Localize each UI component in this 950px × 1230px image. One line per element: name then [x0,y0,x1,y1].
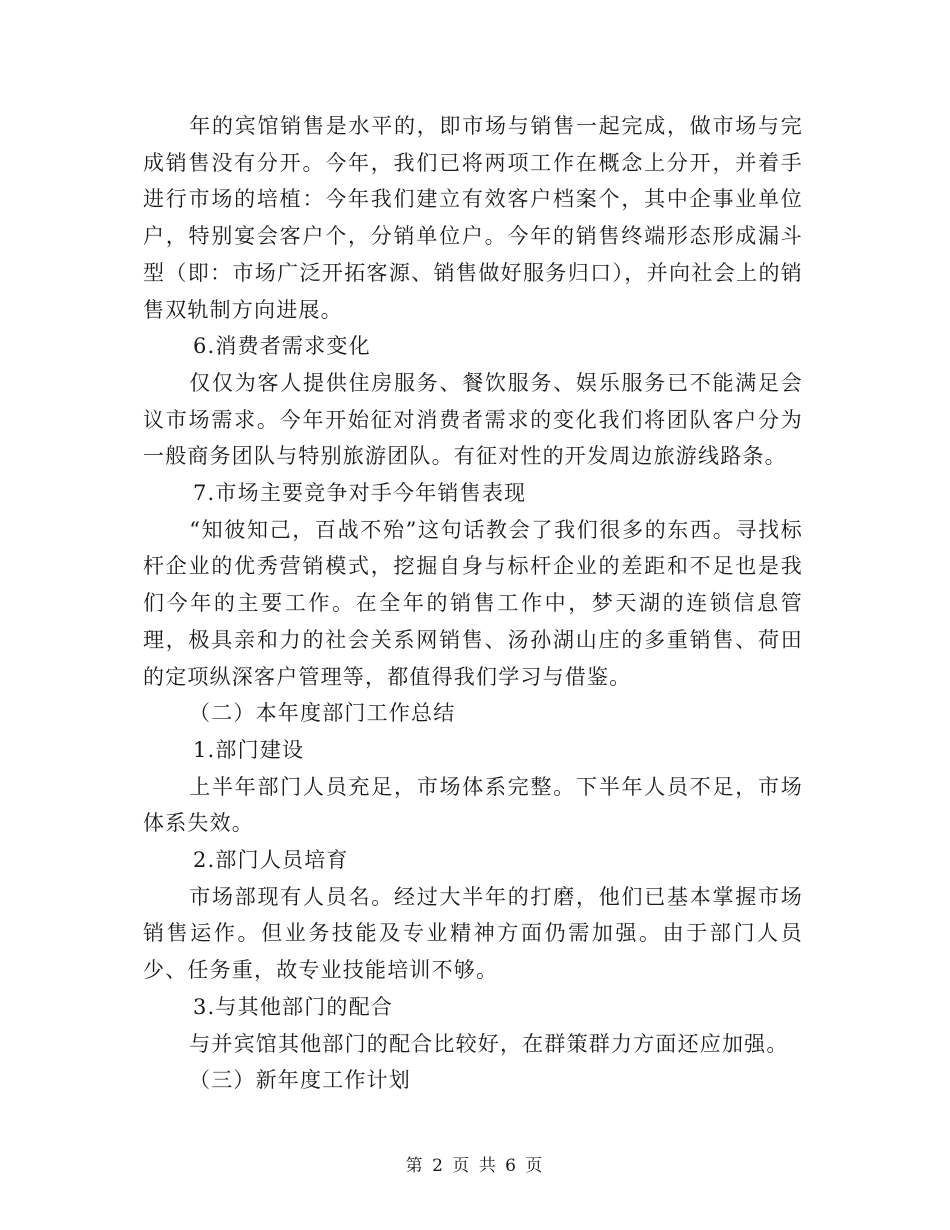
paragraph-competitors: “知彼知己，百战不殆”这句话教会了我们很多的东西。寻找标杆企业的优秀营销模式，挖掘自身与标杆企业的差距和不足也是我们今年的主要工作。在全年的销售工作中，梦天湖的连锁信息管理，极具亲和力的社会关系网销售、汤孙湖山庄的多重销售、荷田的定项纵深客户管理等，都值得我们学习与借鉴。 [143,517,803,689]
paragraph-hotel-sales: 年的宾馆销售是水平的，即市场与销售一起完成，做市场与完成销售没有分开。今年，我们已将两项工作在概念上分开，并着手进行市场的培植：今年我们建立有效客户档案个，其中企事业单位户，特别宴会客户个，分销单位户。今年的销售终端形态形成漏斗型（即：市场广泛开拓客源、销售做好服务归口），并向社会上的销售双轨制方向进展。 [143,114,803,322]
paragraph-consumer-demand: 仅仅为客人提供住房服务、餐饮服务、娱乐服务已不能满足会议市场需求。今年开始征对消费者需求的变化我们将团队客户分为一般商务团队与特别旅游团队。有征对性的开发周边旅游线路条。 [143,370,803,469]
heading-competitors: 7.市场主要竞争对手今年销售表现 [193,481,527,506]
heading-new-year-plan: （三）新年度工作计划 [189,1068,411,1093]
heading-department-summary: （二）本年度部门工作总结 [189,701,456,726]
paragraph-department-building: 上半年部门人员充足，市场体系完整。下半年人员不足，市场体系失效。 [143,774,803,836]
paragraph-cooperation: 与并宾馆其他部门的配合比较好，在群策群力方面还应加强。 [189,1031,789,1056]
heading-consumer-demand: 6.消费者需求变化 [193,334,371,359]
page-number-footer: 第 2 页 共 6 页 [405,1156,545,1176]
heading-cooperation: 3.与其他部门的配合 [193,994,394,1019]
heading-staff-training: 2.部门人员培育 [193,848,349,873]
heading-department-building: 1.部门建设 [193,737,305,762]
document-body [143,108,803,1099]
paragraph-staff-training: 市场部现有人员名。经过大半年的打磨，他们已基本掌握市场销售运作。但业务技能及专业精神方面仍需加强。由于部门人员少、任务重，故专业技能培训不够。 [143,884,803,983]
